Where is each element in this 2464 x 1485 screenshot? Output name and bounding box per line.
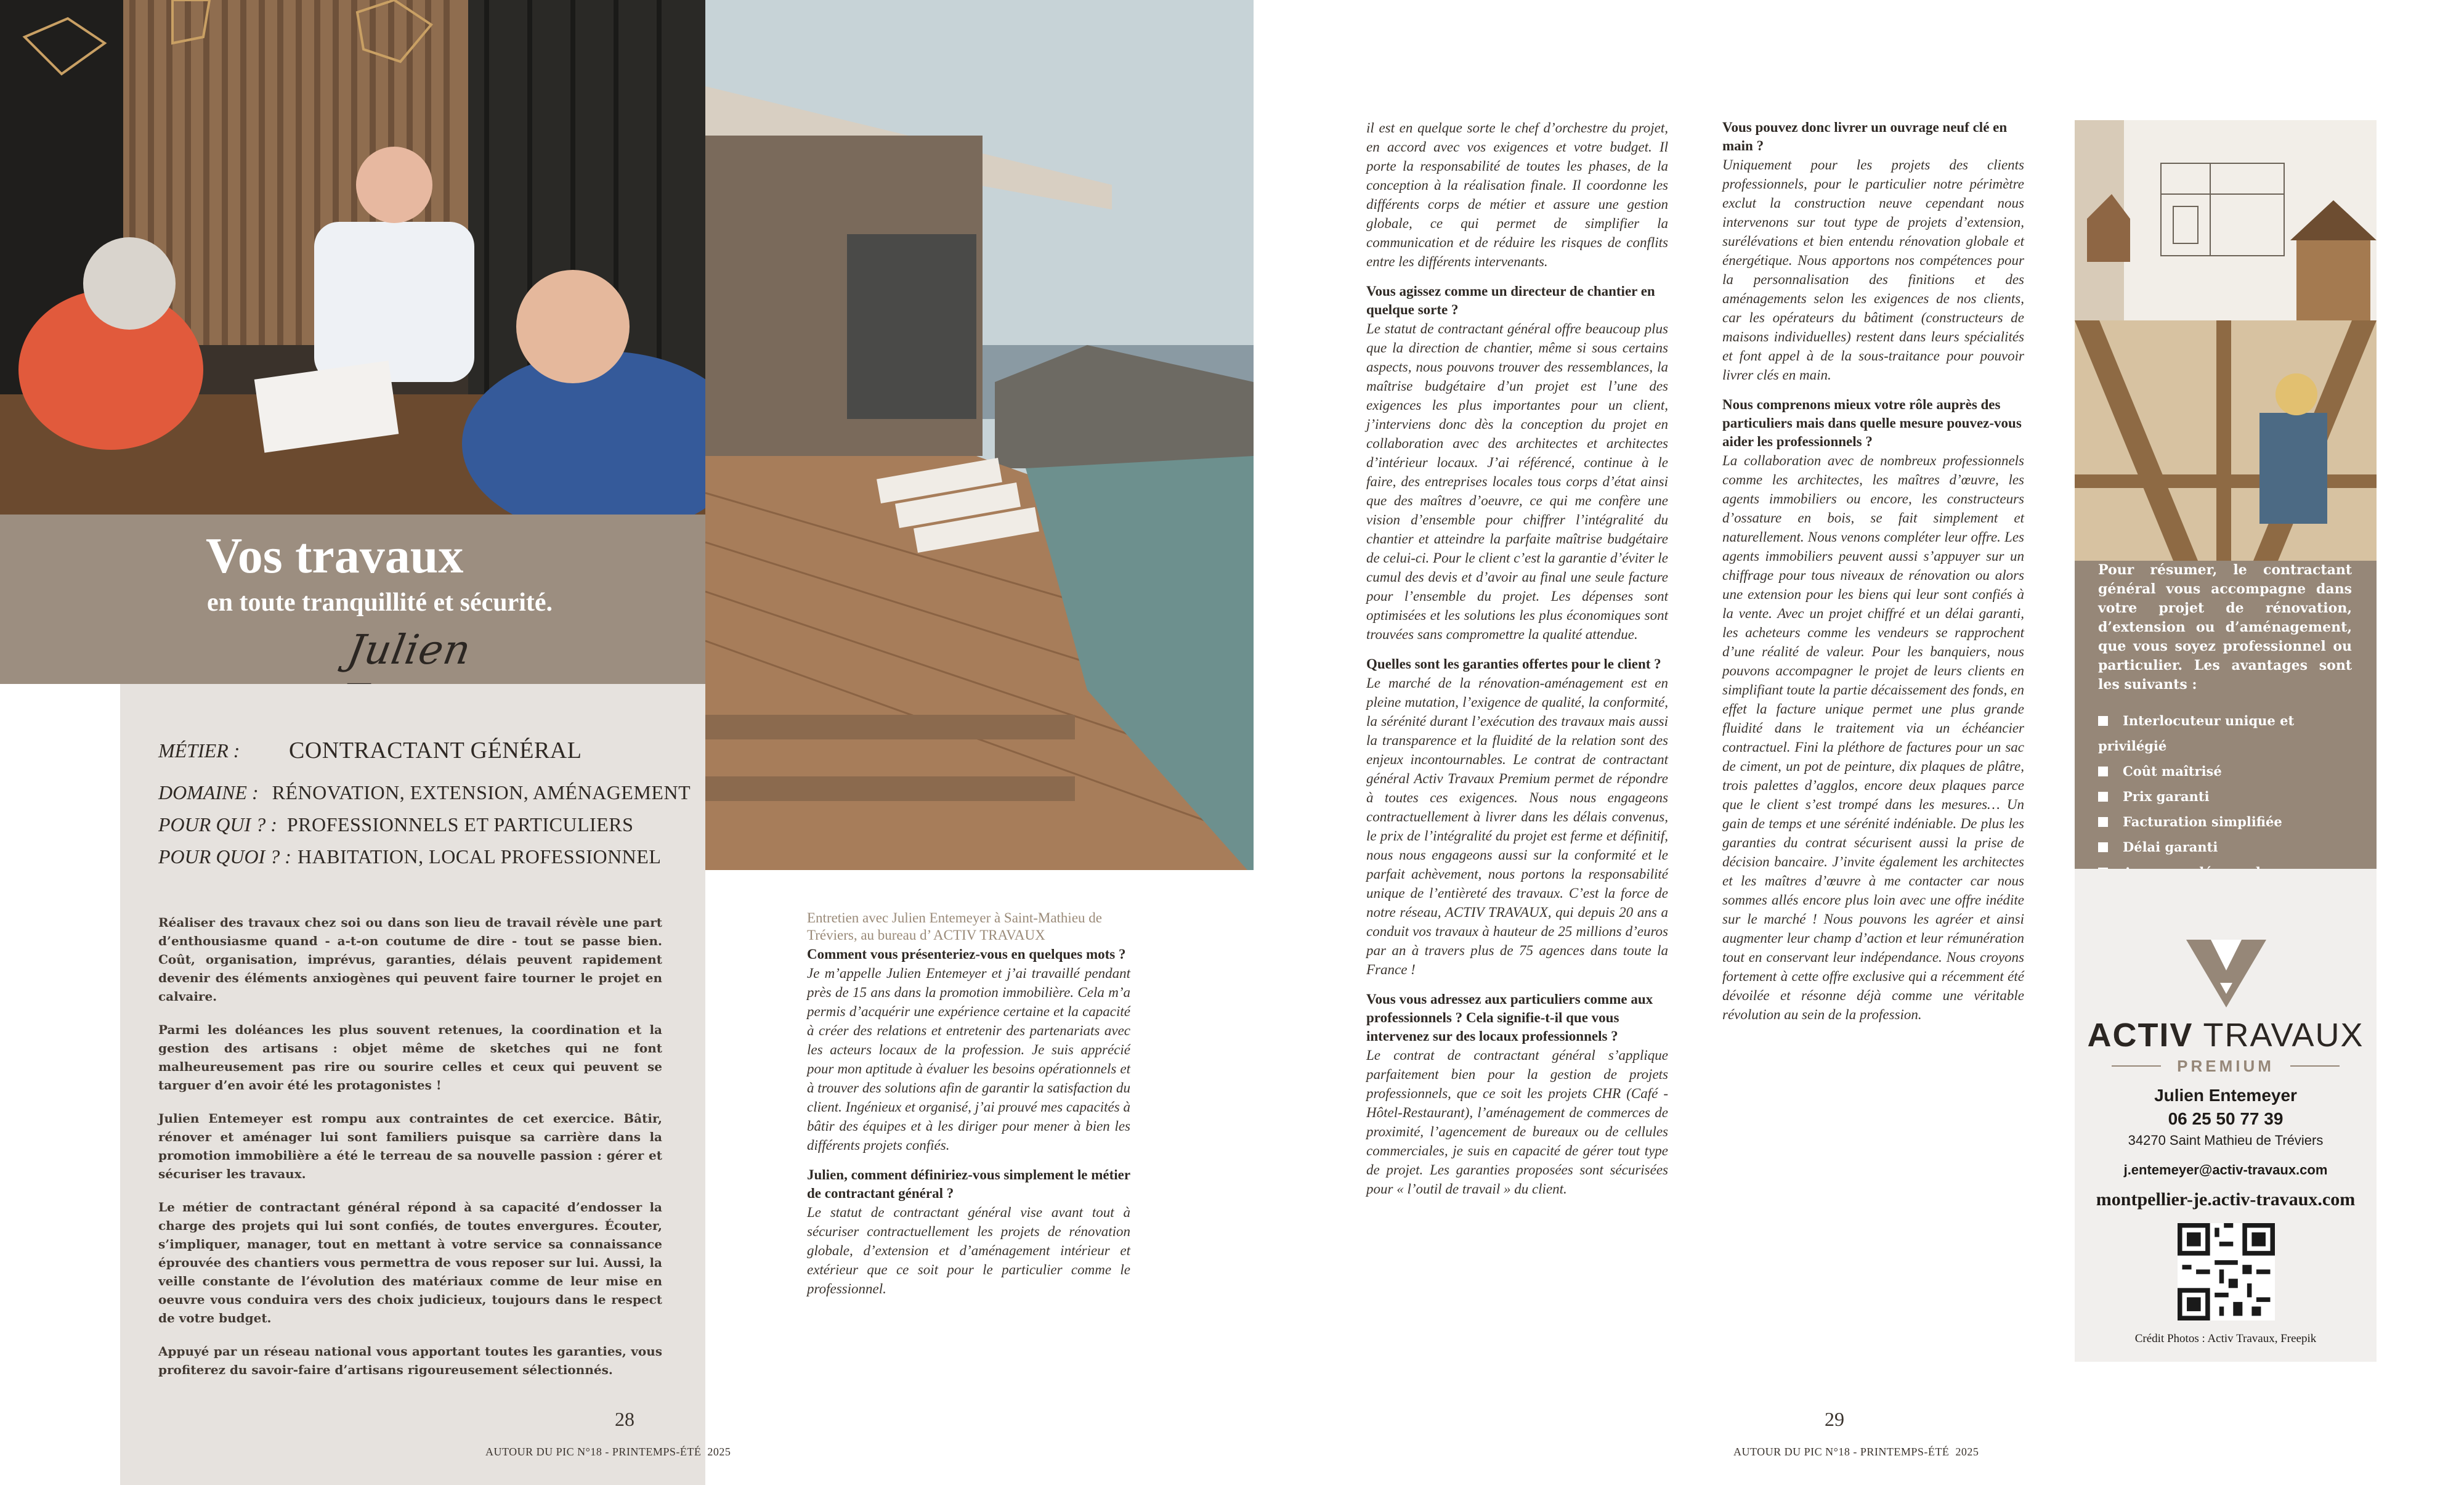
advantage-item: Facturation simplifiée — [2098, 809, 2352, 834]
bullet-square-icon — [2098, 817, 2108, 827]
meta-key: DOMAINE : — [158, 781, 259, 804]
question: Vous agissez comme un directeur de chantier en quelque sorte ? — [1366, 283, 1655, 317]
answer: Le contrat de contractant général s’applique parfaitement bien pour la gestion de projets professionnels, que ce soit les projets CHR (Café -Hôtel-Restaurant), l’aménagement de commerces de proximité, l’agencement de bureaux ou de cellules commerciales, je suis en capacité de gérer tout type de projet. Les garanties proposées sont sécurisées pour « l’outil de travail » du client. — [1366, 1048, 1668, 1197]
meta-key: MÉTIER : — [158, 739, 240, 762]
photo-architect-drawing — [2075, 120, 2377, 320]
contact-website[interactable]: montpellier-je.activ-travaux.com — [2096, 1189, 2356, 1210]
intro-paragraph: Réaliser des travaux chez soi ou dans son lieu de travail révèle une part d’enthousiasme quand - a-t-on coutume de dire - tout se passe bien. Coût, organisation, imprévus, garanties, délais peuvent rapidement devenir des éléments anxiogènes qui peuvent faire tourner le projet en calvaire. — [158, 915, 662, 1004]
advantages-list — [2098, 708, 2352, 885]
article-column-1 — [1366, 118, 1668, 1198]
brand-tagline — [2112, 1057, 2340, 1075]
photo-timber-frame-worker — [2075, 320, 2377, 561]
bullet-square-icon — [2098, 792, 2108, 802]
signature: Julien — [344, 626, 475, 673]
question: Quelles sont les garanties offertes pour le client ? — [1366, 656, 1661, 672]
contact-email[interactable]: j.entemeyer@activ-travaux.com — [2123, 1162, 2328, 1178]
photo-meeting-office — [0, 0, 705, 515]
intro-paragraph: Appuyé par un réseau national vous apportant toutes les garanties, vous profiterez du savoir-faire d’artisans rigoureusement sélectionnés. — [158, 1344, 662, 1377]
contact-phone: 06 25 50 77 39 — [2168, 1109, 2284, 1128]
intro-paragraph: Le métier de contractant général répond à sa capacité d’endosser la charge des projets qui lui sont confiés, de toutes envergures. Écouter, s’impliquer, manager, tout en mettant à votre service sa connaissance éprouvée des chantiers vous permettra de vous reposer sur lui. Aussi, la veille constante de l’évolution des matériaux comme de leur mise en oeuvre vous conduira vers des choix judicieux, toujours dans le respect de votre budget. — [158, 1200, 662, 1325]
article-lead: il est en quelque sorte le chef d’orchestre du projet, en accord avec vos exigences et votre budget. Il porte la responsabilité de toutes les phases, de la conception à la réalisation finale. Il coordonne les différents corps de métier et assure une gestion globale, ce qui permet de simplifier la communication et de réduire les risques de conflits entre les différents intervenants. — [1366, 120, 1668, 269]
contact-name: Julien Entemeyer — [2154, 1086, 2297, 1105]
meta-domaine — [158, 781, 691, 804]
answer: Le statut de contractant général vise avant tout à sécuriser contractuellement les projets de rénovation globale, d’extension et d’aménagement intérieur et extérieur que ce soit pour le particulier comme le professionnel. — [807, 1205, 1130, 1296]
meta-pour-qui — [158, 813, 633, 836]
article-column-2 — [1722, 105, 2024, 1024]
footer-right: AUTOUR DU PIC N°18 - PRINTEMPS-ÉTÉ 2025 — [1733, 1446, 1979, 1458]
intro-paragraph: Parmi les doléances les plus souvent retenues, la coordination et la gestion des artisans : objet même de sketches qui ne font malheureusement pas rire ou sourire celles et ceux qui peuvent se targuer d’en avoir été les protagonistes ! — [158, 1022, 662, 1092]
answer: La collaboration avec de nombreux professionnels comme les architectes, les maîtres d’œuvre, les agents immobiliers ou encore, les constructeurs d’ossature en bois, se fait simplement et naturellement. Nous venons compléter leur offre. Les agents immobiliers peuvent aussi s’appuyer sur un chiffrage pour tous niveaux de rénovation ou alors une extension pour les biens qui leur sont confiés à la vente. Avec un projet chiffré et un délai garanti, les acheteurs comme les vendeurs se rapprochent d’une réalité de valeur. Pour les banquiers, nous pouvons accompagner le projet de leurs clients en simplifiant toute la partie décaissement des fonds, en effet la facture unique permet une plus grande fluidité dans le traitement via un échéancier contractuel. Fini la pléthore de factures pour un sac de ciment, un pot de peinture, dix plaques de plâtre, trois palettes d’agglos, encore deux plaques parce que le client s’est trompé dans les mesures… Un gain de temps et une sérénité indéniable. De plus les garanties du contrat sécurisent aussi la prise de décision bancaire. J’invite également les architectes et les maîtres d’œuvre à me contacter car nous sommes allés encore plus loin avec une offre inédite sur le marché ! Nous pouvons les agréer et ainsi augmenter leur champ d’action et leur rémunération tout en conservant leur indépendance. Nous croyons fortement à cette offre exclusive qui a récemment été dévoilée et résonne déjà comme une véritable révolution au sein de la profession. — [1722, 453, 2024, 1022]
question: Vous vous adressez aux particuliers comme aux professionnels ? Cela signifie-t-il que vous intervenez sur des locaux professionnels ? — [1366, 991, 1653, 1044]
answer: Le marché de la rénovation-aménagement est en pleine mutation, l’exigence de qualité, la conformité, la sérénité durant l’exécution des travaux mais aussi la transparence et la fluidité de la relation sont des enjeux incontournables. Le contrat de contractant général Activ Travaux Premium permet de répondre à toutes ces exigences. Nous nous engageons contractuellement à livrer dans les délais convenus, le prix de l’intégralité du projet est ferme et définitif, nous nous engageons aussi sur la conformité et le parfait achèvement, nous portons la responsabilité unique de l’entièreté des travaux. C’est la force de notre réseau, ACTIV TRAVAUX, qui depuis 20 ans a conduit vos travaux à hauteur de 25 millions d’euros par an à travers plus de 75 agences dans toute la France ! — [1366, 675, 1668, 977]
bullet-square-icon — [2098, 767, 2108, 776]
interview-intro: Entretien avec Julien Entemeyer à Saint-Mathieu de Tréviers, au bureau d’ ACTIV TRAVAUX — [807, 910, 1102, 943]
question: Vous pouvez donc livrer un ouvrage neuf clé en main ? — [1722, 120, 2008, 153]
summary-box — [2075, 561, 2377, 869]
interview-column-left — [807, 909, 1130, 1298]
page-number-right: 29 — [1825, 1408, 1844, 1430]
meta-value: PROFESSIONNELS ET PARTICULIERS — [286, 813, 634, 836]
summary-lead: Pour résumer, le contractant général vous accompagne dans votre projet de rénovation, d’extension ou d’aménagement, que vous soyez professionnel ou particulier. Les avantages sont les suivants : — [2098, 562, 2352, 693]
question: Julien, comment définiriez-vous simplement le métier de contractant général ? — [807, 1167, 1130, 1201]
bullet-square-icon — [2098, 842, 2108, 852]
brand-name — [2075, 1017, 2377, 1054]
question: Comment vous présenteriez-vous en quelques mots ? — [807, 946, 1126, 962]
profile-panel — [120, 684, 705, 1485]
contact-card — [2075, 869, 2377, 1362]
meta-metier — [158, 738, 582, 763]
page-number-left: 28 — [615, 1408, 634, 1430]
answer: Je m’appelle Julien Entemeyer et j’ai travaillé pendant près de 15 ans dans la promotion immobilière. Cela m’a permis d’acquérir une expérience certaine et la capacité à créer des relations et entretenir des partenariats avec les acteurs locaux de la profession. Je suis apprécié pour mon aptitude à évaluer les besoins opérationnels et à trouver des solutions afin de garantir la satisfaction du client. Ingénieux et organisé, j’ai prouvé mes capacités à bâtir des équipes et à les diriger pour mener à bien les différents projets confiés. — [807, 966, 1130, 1153]
activ-travaux-logo-icon — [2186, 940, 2266, 1007]
photo-villa-infinity-pool — [705, 0, 1254, 870]
advantage-item: Interlocuteur unique et privilégié — [2098, 713, 2295, 754]
photo-credit: Crédit Photos : Activ Travaux, Freepik — [2134, 1332, 2317, 1345]
meta-key: POUR QUI ? : — [158, 813, 277, 836]
contact-address: 34270 Saint Mathieu de Tréviers — [2128, 1133, 2324, 1148]
brand-tag: PREMIUM — [2177, 1057, 2274, 1075]
intro-paragraph: Julien Entemeyer est rompu aux contraintes de cet exercice. Bâtir, rénover et aménager lui sont familiers puisque sa carrière dans la promotion immobilière a été le terreau de sa nouvelle passion : gérer et sécuriser les travaux. — [158, 1111, 662, 1181]
title-band — [0, 515, 705, 684]
page-subtitle: en toute tranquillité et sécurité. — [207, 588, 553, 617]
meta-value: RÉNOVATION, EXTENSION, AMÉNAGEMENT — [272, 781, 691, 804]
meta-value: CONTRACTANT GÉNÉRAL — [289, 738, 582, 763]
meta-pour-quoi — [158, 845, 661, 868]
advantage-item: Coût maîtrisé — [2098, 759, 2352, 784]
footer-left: AUTOUR DU PIC N°18 - PRINTEMPS-ÉTÉ 2025 — [485, 1446, 731, 1458]
brand-name-bold: ACTIV — [2087, 1017, 2194, 1054]
advantage-item: Prix garanti — [2098, 784, 2352, 809]
question: Nous comprenons mieux votre rôle auprès des particuliers mais dans quelle mesure pouvez-vous aider les professionnels ? — [1722, 397, 2022, 449]
intro-text — [158, 913, 662, 1394]
brand-name-light: TRAVAUX — [2203, 1017, 2364, 1054]
qr-code-icon[interactable] — [2178, 1223, 2275, 1320]
page-title: Vos travaux — [206, 527, 464, 584]
answer: Le statut de contractant général offre beaucoup plus que la direction de chantier, même si sous certains aspects, nous pouvons trouver des ressemblances, la maîtrise budgétaire d’un projet est l’une des exigences les plus importantes pour un client, j’interviens donc dès la conception du projet en collaboration avec des architectes et architectes d’intérieur locaux. J’ai référencé, continue à le faire, des entreprises locales tous corps d’état ainsi que des maîtres d’oeuvre, ce qui me confère une vision d’ensemble pour chiffrer l’intégralité du chantier et atteindre la parfaite maîtrise budgétaire de celui-ci. Pour le client c’est la garantie d’éviter le cumul des devis et d’avoir au final une seule facture pour l’ensemble du projet. Les dépenses sont optimisées et les solutions les plus économiques sont trouvées sans compromettre la qualité attendue. — [1366, 321, 1668, 642]
advantage-item: Délai garanti — [2098, 834, 2352, 860]
meta-value: HABITATION, LOCAL PROFESSIONNEL — [297, 845, 662, 868]
meta-key: POUR QUOI ? : — [158, 845, 291, 868]
answer: Uniquement pour les projets des clients professionnels, pour le particulier notre périmètre exclut la construction neuve cependant nous intervenons sur tout type de projets d’extension, surélévations et bien entendu rénovation globale et énergétique. Nous apportons nos compétences pour la personnalisation des finitions et des aménagements selon les exigences de nos clients, car les opérateurs du bâtiment (constructeurs de maisons individuelles) restent dans leurs spécialités et font appel à de la sous-traitance pour pouvoir livrer clés en main. — [1722, 157, 2024, 383]
bullet-square-icon — [2098, 716, 2108, 726]
